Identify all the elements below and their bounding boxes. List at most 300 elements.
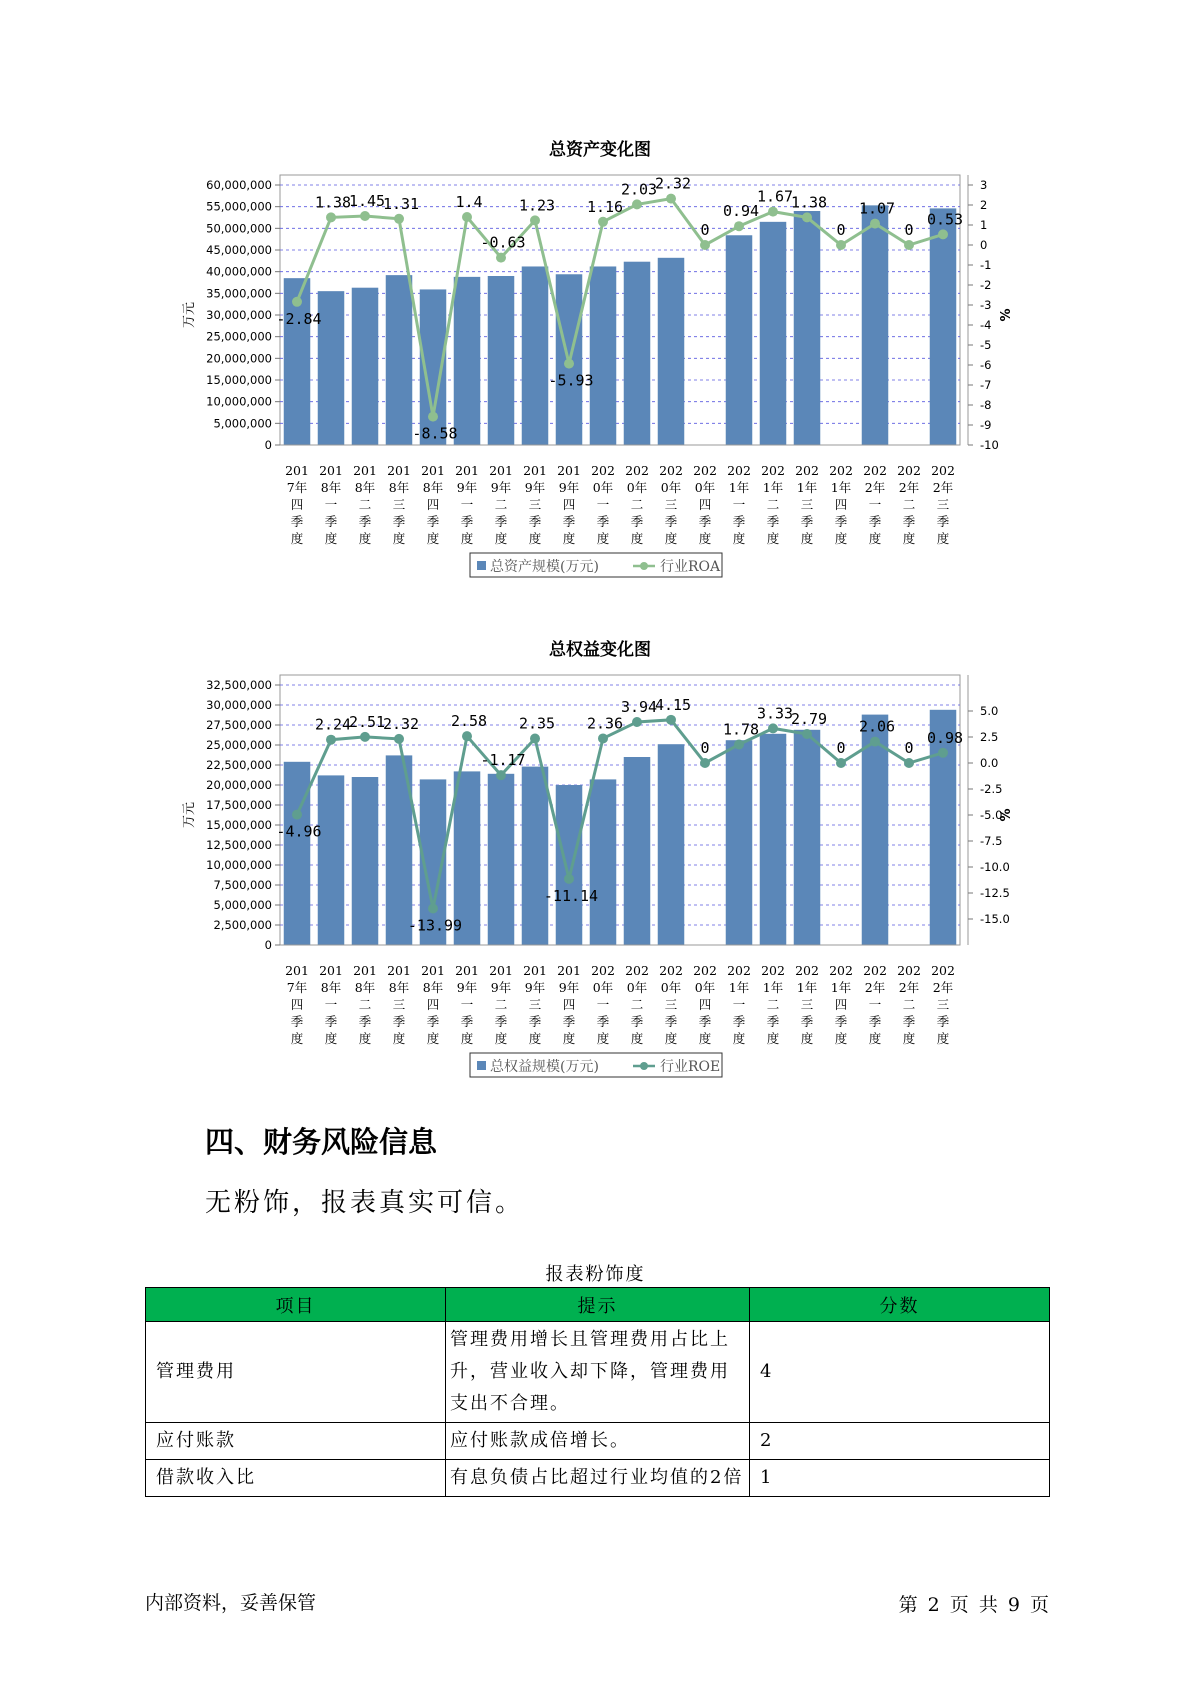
line-point <box>462 731 472 741</box>
x-tick-label-line: 四 <box>290 997 304 1012</box>
bar <box>522 767 549 945</box>
line-point <box>394 214 404 224</box>
x-tick-label-line: 202 <box>591 463 615 478</box>
x-tick-label-line: 2年 <box>932 980 954 995</box>
x-tick-label-line: 度 <box>834 1031 848 1046</box>
y2-tick-label: 1 <box>980 218 988 232</box>
y2-tick-label: -5.0 <box>980 808 1003 822</box>
bar <box>318 775 345 945</box>
data-label: 2.35 <box>518 714 556 733</box>
y-tick-label: 35,000,000 <box>206 286 272 301</box>
x-tick-label-line: 一 <box>460 997 474 1012</box>
y2-axis-label: % <box>999 808 1014 822</box>
x-tick-label-line: 度 <box>290 531 304 546</box>
line-point <box>734 739 744 749</box>
x-tick-label-line: 1年 <box>796 480 818 495</box>
y-tick-label: 15,000,000 <box>206 818 272 832</box>
x-tick-label-line: 度 <box>630 531 644 546</box>
y2-tick-label: -15.0 <box>980 912 1010 926</box>
x-tick-label-line: 202 <box>795 463 819 478</box>
line-point <box>700 240 710 250</box>
x-tick-label-line: 季 <box>902 514 916 529</box>
x-tick-label-line: 四 <box>426 997 440 1012</box>
x-tick-label-line: 度 <box>358 1031 372 1046</box>
legend-bar-label: 总资产规模(万元) <box>490 559 599 575</box>
bar <box>556 785 583 945</box>
y2-tick-label: -8 <box>980 398 992 412</box>
bar <box>794 211 821 445</box>
header-item: 项目 <box>146 1288 446 1322</box>
data-label: 2.79 <box>790 709 828 728</box>
x-tick-label-line: 202 <box>659 963 683 978</box>
x-tick-label-line: 0年 <box>694 480 716 495</box>
x-tick-label-line: 202 <box>625 463 649 478</box>
x-tick-label-line: 8年 <box>320 480 342 495</box>
bar <box>930 208 957 445</box>
total-assets-chart <box>0 125 1191 595</box>
x-tick-label-line: 度 <box>868 1031 882 1046</box>
x-tick-label-line: 季 <box>664 514 678 529</box>
bar <box>624 262 651 445</box>
x-tick-label-line: 201 <box>557 963 581 978</box>
y2-tick-label: -7.5 <box>980 834 1003 848</box>
y2-axis-label: % <box>999 308 1014 322</box>
x-tick-label-line: 201 <box>557 463 581 478</box>
line-point <box>598 217 608 227</box>
x-tick-label-line: 202 <box>795 963 819 978</box>
x-tick-label-line: 度 <box>290 1031 304 1046</box>
x-tick-label <box>591 963 615 1046</box>
x-tick-label-line: 三 <box>800 997 814 1012</box>
x-tick-label-line: 季 <box>800 1014 814 1029</box>
x-tick-label-line: 度 <box>426 531 440 546</box>
x-tick-label-line: 季 <box>528 1014 542 1029</box>
legend-bar-label: 总权益规模(万元) <box>490 1059 599 1075</box>
data-label: 0 <box>700 739 710 757</box>
data-label: 2.32 <box>654 174 692 193</box>
x-tick-label-line: 202 <box>591 963 615 978</box>
y2-tick-label: -9 <box>980 418 992 432</box>
bar <box>794 730 821 945</box>
x-tick-label-line: 四 <box>562 497 576 512</box>
table-header-row <box>146 1288 1050 1322</box>
x-tick-label-line: 9年 <box>490 980 512 995</box>
x-tick-label <box>353 463 377 546</box>
y-tick-label: 17,500,000 <box>206 798 272 812</box>
x-tick-label <box>693 463 717 546</box>
bar <box>726 740 753 945</box>
data-label: 2.03 <box>620 180 658 199</box>
x-tick-label <box>285 463 309 546</box>
y-tick-label: 0 <box>264 938 272 952</box>
data-label: -13.99 <box>407 916 463 935</box>
x-tick-label-line: 度 <box>528 1031 542 1046</box>
row-item: 应付账款 <box>146 1423 446 1460</box>
line-point <box>802 729 812 739</box>
x-tick-label-line: 度 <box>936 1031 950 1046</box>
y2-tick-label: 0.0 <box>980 756 999 770</box>
y-tick-label: 20,000,000 <box>206 351 272 366</box>
line-point <box>904 758 914 768</box>
data-label: 4.15 <box>654 695 692 714</box>
x-tick-label-line: 三 <box>528 497 542 512</box>
x-tick-label-line: 202 <box>727 463 751 478</box>
line-point <box>836 758 846 768</box>
x-tick-label-line: 202 <box>625 963 649 978</box>
bar <box>284 762 311 945</box>
x-tick-label-line: 度 <box>834 531 848 546</box>
x-tick-label-line: 9年 <box>456 980 478 995</box>
x-tick-label <box>489 963 513 1046</box>
y2-tick-label: -4 <box>980 318 992 332</box>
footer-page-number: 第 2 页 共 9 页 <box>898 1594 1051 1616</box>
x-tick-label-line: 季 <box>460 514 474 529</box>
x-tick-label-line: 四 <box>698 497 712 512</box>
x-tick-label-line: 0年 <box>626 480 648 495</box>
bar <box>862 205 889 445</box>
line-point <box>734 221 744 231</box>
x-tick-label-line: 二 <box>358 997 372 1012</box>
x-tick-label-line: 一 <box>596 497 610 512</box>
x-tick-label-line: 季 <box>936 1014 950 1029</box>
x-tick-label-line: 度 <box>868 531 882 546</box>
y-tick-label: 50,000,000 <box>206 221 272 236</box>
data-label: 1.16 <box>586 197 624 216</box>
x-tick-label-line: 2年 <box>898 980 920 995</box>
x-tick-label-line: 二 <box>766 997 780 1012</box>
line-point <box>496 770 506 780</box>
x-tick-label-line: 202 <box>761 963 785 978</box>
y2-tick-label: -5 <box>980 338 992 352</box>
x-tick-label-line: 202 <box>931 963 955 978</box>
y-tick-label: 2,500,000 <box>213 918 272 932</box>
x-tick-label-line: 季 <box>324 514 338 529</box>
line-point <box>700 758 710 768</box>
x-tick-label <box>387 963 411 1046</box>
x-tick-label <box>829 963 853 1046</box>
legend-line-marker <box>640 562 648 570</box>
x-tick-label-line: 9年 <box>524 480 546 495</box>
y2-tick-label: 2.5 <box>980 730 999 744</box>
line-point <box>870 219 880 229</box>
x-tick-label <box>931 963 955 1046</box>
x-tick-label-line: 二 <box>494 497 508 512</box>
line-point <box>360 732 370 742</box>
x-tick-label-line: 8年 <box>320 980 342 995</box>
x-tick-label-line: 9年 <box>490 480 512 495</box>
table-row <box>146 1423 1050 1460</box>
data-label: 0 <box>836 221 846 239</box>
x-tick-label-line: 度 <box>664 531 678 546</box>
x-tick-label-line: 一 <box>732 497 746 512</box>
bar <box>318 291 345 445</box>
y-tick-label: 45,000,000 <box>206 243 272 257</box>
x-tick-label-line: 1年 <box>728 980 750 995</box>
x-tick-label-line: 季 <box>324 1014 338 1029</box>
data-label: 1.78 <box>722 720 760 739</box>
x-tick-label-line: 2年 <box>932 480 954 495</box>
line-point <box>802 212 812 222</box>
y2-tick-label: -6 <box>980 358 992 372</box>
line-point <box>394 734 404 744</box>
x-tick-label-line: 季 <box>392 514 406 529</box>
y-tick-label: 20,000,000 <box>206 778 272 792</box>
y-tick-label: 22,500,000 <box>206 758 272 772</box>
x-tick-label-line: 202 <box>727 963 751 978</box>
x-tick-label-line: 9年 <box>558 480 580 495</box>
x-tick-label-line: 二 <box>494 997 508 1012</box>
x-tick-label-line: 度 <box>732 1031 746 1046</box>
section-body: 无粉饰，报表真实可信。 <box>205 1188 525 1218</box>
line-point <box>836 240 846 250</box>
x-tick-label-line: 度 <box>630 1031 644 1046</box>
x-tick-label-line: 季 <box>290 1014 304 1029</box>
x-tick-label-line: 度 <box>766 531 780 546</box>
x-tick-label-line: 1年 <box>830 480 852 495</box>
x-tick-label-line: 2年 <box>898 480 920 495</box>
x-tick-label-line: 季 <box>494 1014 508 1029</box>
x-tick-label <box>727 463 751 546</box>
x-tick-label-line: 一 <box>324 497 338 512</box>
y-axis-label: 万元 <box>182 301 197 329</box>
row-score: 4 <box>750 1322 1050 1423</box>
table-row <box>146 1460 1050 1497</box>
x-tick-label <box>761 463 785 546</box>
x-tick-label-line: 8年 <box>422 480 444 495</box>
x-tick-label-line: 度 <box>460 531 474 546</box>
x-tick-label <box>421 963 445 1046</box>
x-tick-label-line: 度 <box>698 1031 712 1046</box>
y-tick-label: 5,000,000 <box>213 898 272 912</box>
bar <box>760 734 787 945</box>
data-label: -0.63 <box>480 233 526 252</box>
x-tick-label-line: 一 <box>868 997 882 1012</box>
x-tick-label-line: 季 <box>834 1014 848 1029</box>
x-tick-label-line: 202 <box>659 463 683 478</box>
x-tick-label-line: 季 <box>766 1014 780 1029</box>
x-tick-label <box>931 463 955 546</box>
x-tick-label-line: 度 <box>766 1031 780 1046</box>
data-label: 1.4 <box>455 193 483 211</box>
data-label: 1.67 <box>756 187 794 206</box>
bar <box>352 777 379 945</box>
data-label: 2.32 <box>382 714 420 733</box>
x-tick-label-line: 2年 <box>864 480 886 495</box>
y-tick-label: 27,500,000 <box>206 718 272 732</box>
line-point <box>870 737 880 747</box>
x-tick-label-line: 季 <box>596 514 610 529</box>
y2-tick-label: 0 <box>980 238 988 252</box>
bar <box>760 222 787 445</box>
line-point <box>360 211 370 221</box>
data-label: 0 <box>700 221 710 239</box>
x-tick-label-line: 季 <box>596 1014 610 1029</box>
data-label: -8.58 <box>412 424 458 443</box>
x-tick-label-line: 季 <box>698 514 712 529</box>
x-tick-label-line: 季 <box>800 514 814 529</box>
x-tick-label-line: 季 <box>562 514 576 529</box>
y-tick-label: 10,000,000 <box>206 858 272 872</box>
x-tick-label-line: 201 <box>353 963 377 978</box>
line-point <box>666 194 676 204</box>
bar <box>590 266 617 445</box>
x-tick-label <box>727 963 751 1046</box>
x-tick-label-line: 季 <box>562 1014 576 1029</box>
x-tick-label-line: 二 <box>358 497 372 512</box>
x-tick-label-line: 7年 <box>286 480 308 495</box>
x-tick-label <box>863 963 887 1046</box>
y2-tick-label: -3 <box>980 298 992 312</box>
x-tick-label-line: 季 <box>868 1014 882 1029</box>
data-label: 2.06 <box>858 717 896 736</box>
line-point <box>428 412 438 422</box>
x-tick-label-line: 季 <box>936 514 950 529</box>
y-tick-label: 10,000,000 <box>206 394 272 409</box>
y2-tick-label: 2 <box>980 198 988 212</box>
x-tick-label-line: 1年 <box>762 480 784 495</box>
x-tick-label-line: 度 <box>698 531 712 546</box>
y2-tick-label: -7 <box>980 378 992 392</box>
line-point <box>598 733 608 743</box>
x-tick-label-line: 一 <box>596 997 610 1012</box>
chart-title: 总资产变化图 <box>549 140 651 160</box>
x-tick-label-line: 度 <box>460 1031 474 1046</box>
x-tick-label-line: 8年 <box>354 480 376 495</box>
total-equity-chart <box>0 625 1191 1105</box>
x-tick-label-line: 9年 <box>456 480 478 495</box>
x-tick-label-line: 三 <box>664 497 678 512</box>
line-point <box>564 359 574 369</box>
x-tick-label-line: 度 <box>936 531 950 546</box>
x-tick-label-line: 0年 <box>626 980 648 995</box>
x-tick-label-line: 二 <box>630 497 644 512</box>
line-point <box>428 903 438 913</box>
x-tick-label <box>523 963 547 1046</box>
x-tick-label-line: 201 <box>421 963 445 978</box>
y-tick-label: 60,000,000 <box>206 178 272 192</box>
x-tick-label-line: 季 <box>868 514 882 529</box>
chart-title: 总权益变化图 <box>549 640 651 660</box>
x-tick-label-line: 9年 <box>558 980 580 995</box>
x-tick-label-line: 三 <box>392 997 406 1012</box>
x-tick-label <box>863 463 887 546</box>
x-tick-label-line: 季 <box>732 514 746 529</box>
x-tick-label-line: 三 <box>800 497 814 512</box>
y2-tick-label: 3 <box>980 178 988 192</box>
line-point <box>496 253 506 263</box>
x-tick-label-line: 201 <box>489 463 513 478</box>
x-tick-label-line: 一 <box>732 997 746 1012</box>
x-tick-label-line: 度 <box>596 531 610 546</box>
x-tick-label-line: 度 <box>800 1031 814 1046</box>
x-tick-label-line: 度 <box>596 1031 610 1046</box>
x-tick-label-line: 202 <box>693 963 717 978</box>
x-tick-label <box>795 463 819 546</box>
data-label: 2.58 <box>450 712 488 731</box>
line-point <box>768 207 778 217</box>
x-tick-label <box>829 463 853 546</box>
data-label: 0.94 <box>722 202 760 221</box>
x-tick-label-line: 三 <box>392 497 406 512</box>
x-tick-label-line: 四 <box>698 997 712 1012</box>
data-label: 0.98 <box>926 728 964 747</box>
y-tick-label: 25,000,000 <box>206 329 272 344</box>
x-tick-label-line: 8年 <box>388 980 410 995</box>
x-tick-label-line: 季 <box>902 1014 916 1029</box>
bar <box>522 266 549 445</box>
data-label: 3.94 <box>620 698 658 717</box>
x-tick-label <box>387 463 411 546</box>
legend-bar-swatch <box>477 1061 486 1070</box>
line-point <box>326 735 336 745</box>
legend-line-label: 行业ROA <box>660 559 721 575</box>
x-tick-label <box>761 963 785 1046</box>
y-tick-label: 7,500,000 <box>213 878 272 892</box>
x-tick-label-line: 季 <box>630 1014 644 1029</box>
row-hint: 应付账款成倍增长。 <box>446 1423 750 1460</box>
x-tick-label-line: 季 <box>732 1014 746 1029</box>
line-point <box>938 229 948 239</box>
x-tick-label-line: 度 <box>562 531 576 546</box>
data-label: 0.53 <box>926 210 964 229</box>
legend-line-label: 行业ROE <box>660 1059 721 1075</box>
y-axis-label: 万元 <box>182 801 197 829</box>
y-tick-label: 12,500,000 <box>206 838 272 852</box>
x-tick-label-line: 0年 <box>592 980 614 995</box>
x-tick-label-line: 季 <box>664 1014 678 1029</box>
line-point <box>530 215 540 225</box>
x-tick-label-line: 201 <box>421 463 445 478</box>
x-tick-label-line: 四 <box>562 997 576 1012</box>
x-tick-label-line: 季 <box>528 514 542 529</box>
x-tick-label <box>591 463 615 546</box>
line-point <box>326 212 336 222</box>
x-tick-label <box>659 963 683 1046</box>
data-label: 0 <box>904 739 914 757</box>
x-tick-label-line: 三 <box>936 497 950 512</box>
bar <box>726 235 753 445</box>
x-tick-label-line: 202 <box>761 463 785 478</box>
x-tick-label <box>421 463 445 546</box>
x-tick-label-line: 202 <box>863 463 887 478</box>
x-tick-label-line: 四 <box>834 997 848 1012</box>
x-tick-label-line: 7年 <box>286 980 308 995</box>
bar <box>454 277 481 445</box>
line-point <box>292 297 302 307</box>
y2-tick-label: -10.0 <box>980 860 1010 874</box>
x-tick-label-line: 度 <box>562 1031 576 1046</box>
x-tick-label-line: 202 <box>693 463 717 478</box>
x-tick-label-line: 一 <box>324 997 338 1012</box>
data-label: 1.45 <box>348 192 386 210</box>
whitewash-table <box>145 1287 1050 1497</box>
line-point <box>530 734 540 744</box>
line-point <box>666 715 676 725</box>
table-row <box>146 1322 1050 1423</box>
x-tick-label <box>489 463 513 546</box>
data-label: 2.51 <box>348 712 386 731</box>
x-tick-label <box>523 463 547 546</box>
line-point <box>292 810 302 820</box>
y2-tick-label: 5.0 <box>980 704 999 718</box>
x-tick-label <box>557 963 581 1046</box>
x-tick-label-line: 2年 <box>864 980 886 995</box>
line-point <box>564 874 574 884</box>
x-tick-label-line: 三 <box>936 997 950 1012</box>
x-tick-label-line: 一 <box>460 497 474 512</box>
x-tick-label-line: 201 <box>455 963 479 978</box>
x-tick-label-line: 度 <box>426 1031 440 1046</box>
